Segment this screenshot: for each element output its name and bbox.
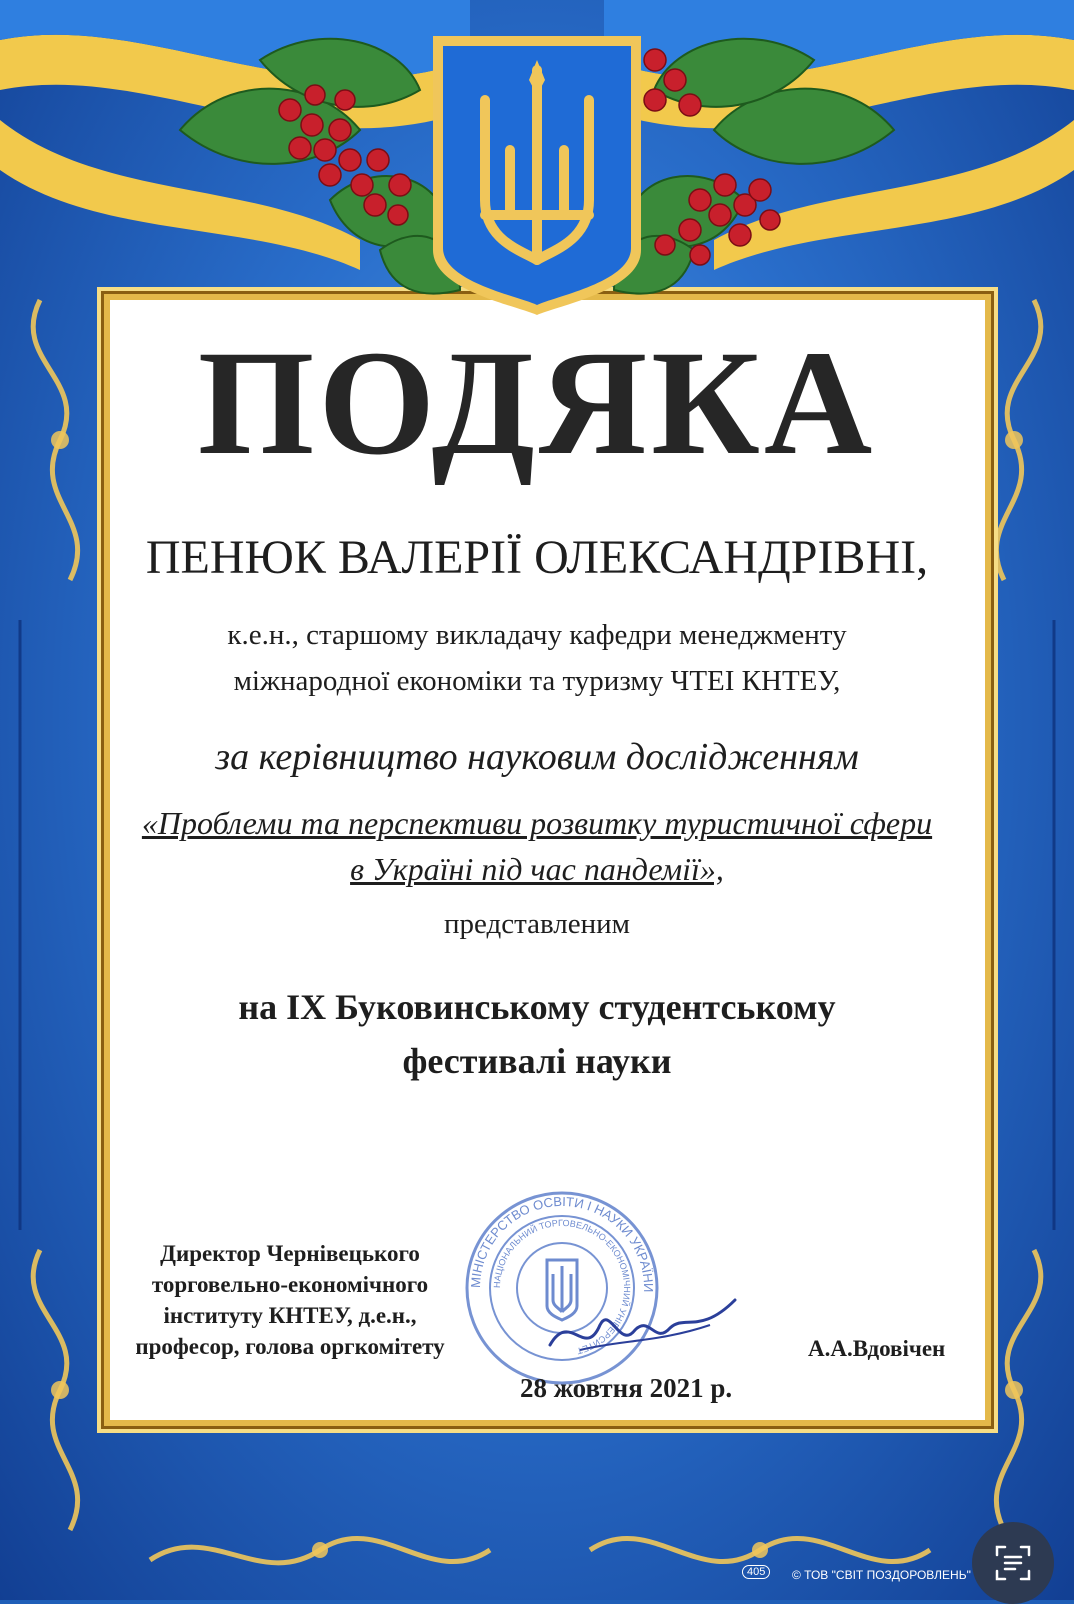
trident-emblem-icon [433,36,641,315]
award-reason: за керівництво науковим дослідженням [215,736,859,778]
footer-code: 405 [742,1565,770,1579]
issue-date: 28 жовтня 2021 р. [520,1373,733,1403]
recipient-name: ПЕНЮК ВАЛЕРІЇ ОЛЕКСАНДРІВНІ, [145,531,929,584]
position-line: к.е.н., старшому викладачу кафедри менеджменту [227,619,847,651]
research-topic [0,800,1074,892]
event-line: на IX Буковинському студентському [238,987,836,1027]
topic-line: в Україні під час пандемії», [350,851,724,887]
recipient-position [0,612,1074,704]
event-name [0,980,1074,1088]
certificate-title: ПОДЯКА [197,320,877,486]
stamp-inner-text: НАЦІОНАЛЬНИЙ ТОРГОВЕЛЬНО-ЕКОНОМІЧНИЙ УНІВЕРСИТЕТ [491,1217,633,1357]
document-scan-icon [993,1543,1033,1583]
signer-line: торговельно-економічного [151,1272,429,1297]
signer-line: інституту КНТЕУ, д.е.н., [163,1303,417,1328]
signer-line: професор, голова оргкомітету [135,1334,445,1359]
handwritten-signature [540,1290,740,1370]
event-line: фестивалі науки [402,1041,672,1081]
signer-name: А.А.Вдовічен [808,1336,946,1361]
publisher-note: © ТОВ "СВІТ ПОЗДОРОВЛЕНЬ" [792,1568,971,1582]
presented-label: представленим [443,908,631,940]
stamp-outer-text: МІНІСТЕРСТВО ОСВІТИ І НАУКИ УКРАЇНИ [467,1193,657,1293]
header-artwork [0,0,1074,330]
topic-line: «Проблеми та перспективи розвитку туристичної сфери [141,805,933,841]
signer-title [90,1238,490,1362]
signer-line: Директор Чернівецького [160,1241,420,1266]
scan-document-button[interactable] [972,1522,1054,1604]
position-line: міжнародної економіки та туризму ЧТЕІ КНТЕУ, [233,665,841,697]
